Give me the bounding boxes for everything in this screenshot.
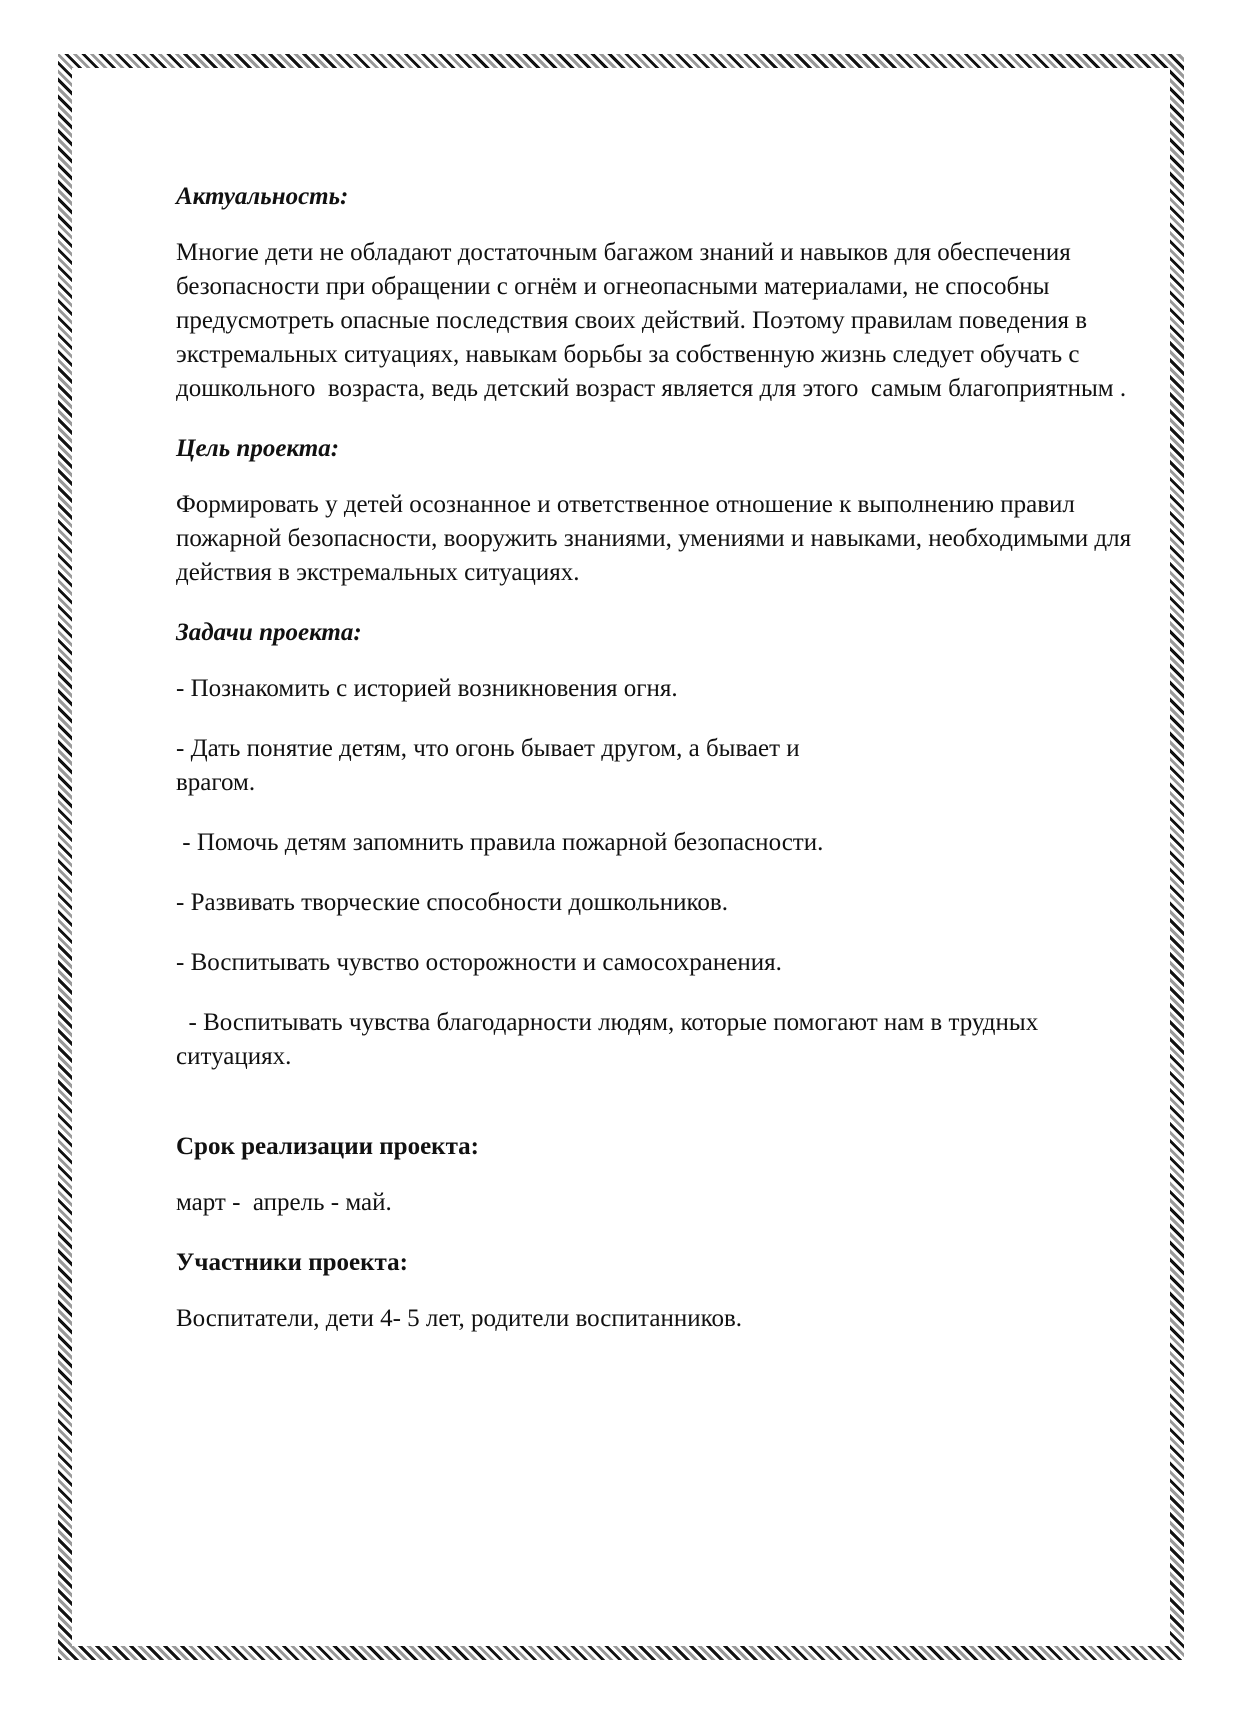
goal-text: Формировать у детей осознанное и ответственное отношение к выполнению правил пожарной безопасности, вооружить знаниями, умениями и навыками, необходимыми для действия в экстремальных ситуациях. (176, 491, 1138, 586)
tasks-heading: Задачи проекта: (176, 619, 362, 646)
participants-text: Воспитатели, дети 4- 5 лет, родители воспитанников. (176, 1305, 743, 1332)
task-item: - Воспитывать чувство осторожности и самосохранения. (176, 949, 782, 976)
task-item: - Помочь детям запомнить правила пожарной безопасности. (176, 829, 824, 856)
participants-heading: Участники проекта: (176, 1249, 408, 1276)
document-body (176, 180, 1156, 1362)
term-heading: Срок реализации проекта: (176, 1133, 479, 1160)
task-item: - Развивать творческие способности дошкольников. (176, 889, 728, 916)
task-item: - Дать понятие детям, что огонь бывает другом, а бывает и врагом. (176, 735, 800, 796)
term-text: март - апрель - май. (176, 1189, 392, 1216)
goal-heading: Цель проекта: (176, 435, 340, 462)
spacer (176, 1100, 1156, 1130)
relevance-text: Многие дети не обладают достаточным багажом знаний и навыков для обеспечения безопасности при обращении с огнём и огнеопасными материалами, не способны предусмотреть опасные последствия своих действий. Поэтому правилам поведения в экстремальных ситуациях, навыкам борьбы за собственную жизнь следует обучать с дошкольного возраста, ведь детский возраст является для этого самым благоприятным . (176, 239, 1127, 402)
task-item: - Познакомить с историей возникновения огня. (176, 675, 678, 702)
task-item: - Воспитывать чувства благодарности людям, которые помогают нам в трудных ситуациях. (176, 1009, 1045, 1070)
relevance-heading: Актуальность: (176, 183, 349, 210)
